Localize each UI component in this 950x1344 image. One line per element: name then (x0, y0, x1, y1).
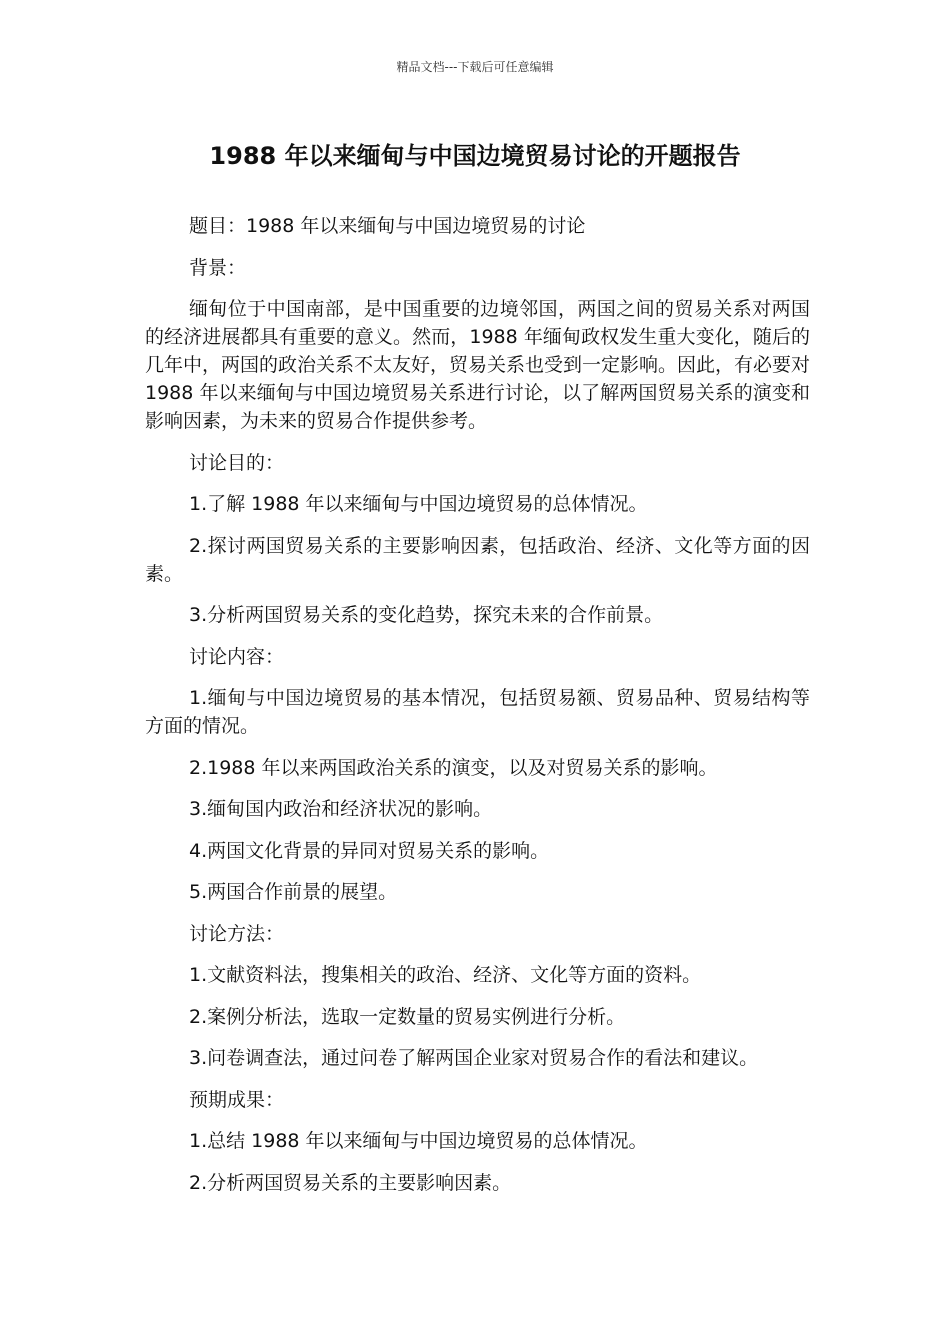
purpose-item-1: 1.了解 1988 年以来缅甸与中国边境贸易的总体情况。 (189, 493, 648, 515)
heading-background: 背景： (189, 256, 247, 279)
purpose-item-2: 2.探讨两国贸易关系的主要影响因素，包括政治、经济、文化等方面的因素。 (145, 534, 810, 585)
paragraph-background: 缅甸位于中国南部，是中国重要的边境邻国，两国之间的贸易关系对两国的经济进展都具有重要的意义。然而，1988 年缅甸政权发生重大变化，随后的几年中，两国的政治关系不太友好，贸易关系也受到一定影响。因此，有必要对 1988 年以来缅甸与中国边境贸易关系进行讨论，以了解两国贸易关系的演变和影响因素，为未来的贸易合作提供参考。 (145, 298, 811, 432)
result-item-2: 2.分析两国贸易关系的主要影响因素。 (189, 1171, 512, 1194)
method-item-1: 1.文献资料法，搜集相关的政治、经济、文化等方面的资料。 (189, 964, 702, 986)
document-body (145, 212, 810, 1210)
header-note: 精品文档---下载后可任意编辑 (396, 60, 554, 74)
content-item-2: 2.1988 年以来两国政治关系的演变，以及对贸易关系的影响。 (189, 756, 718, 779)
heading-expected-results: 预期成果： (189, 1088, 285, 1111)
content-item-3: 3.缅甸国内政治和经济状况的影响。 (189, 798, 493, 820)
heading-content: 讨论内容： (189, 645, 285, 668)
heading-purpose: 讨论目的： (189, 451, 285, 474)
method-item-3: 3.问卷调查法，通过问卷了解两国企业家对贸易合作的看法和建议。 (189, 1047, 759, 1069)
content-item-5: 5.两国合作前景的展望。 (189, 881, 398, 903)
result-item-1: 1.总结 1988 年以来缅甸与中国边境贸易的总体情况。 (189, 1130, 648, 1152)
content-item-1: 1.缅甸与中国边境贸易的基本情况，包括贸易额、贸易品种、贸易结构等方面的情况。 (145, 687, 810, 737)
method-item-2: 2.案例分析法，选取一定数量的贸易实例进行分析。 (189, 1005, 626, 1028)
document-title: 1988 年以来缅甸与中国边境贸易讨论的开题报告 (209, 142, 741, 170)
paragraph-topic: 题目：1988 年以来缅甸与中国边境贸易的讨论 (189, 215, 586, 237)
purpose-item-3: 3.分析两国贸易关系的变化趋势，探究未来的合作前景。 (189, 604, 664, 626)
heading-methods: 讨论方法： (189, 922, 285, 945)
content-item-4: 4.两国文化背景的异同对贸易关系的影响。 (189, 839, 550, 862)
